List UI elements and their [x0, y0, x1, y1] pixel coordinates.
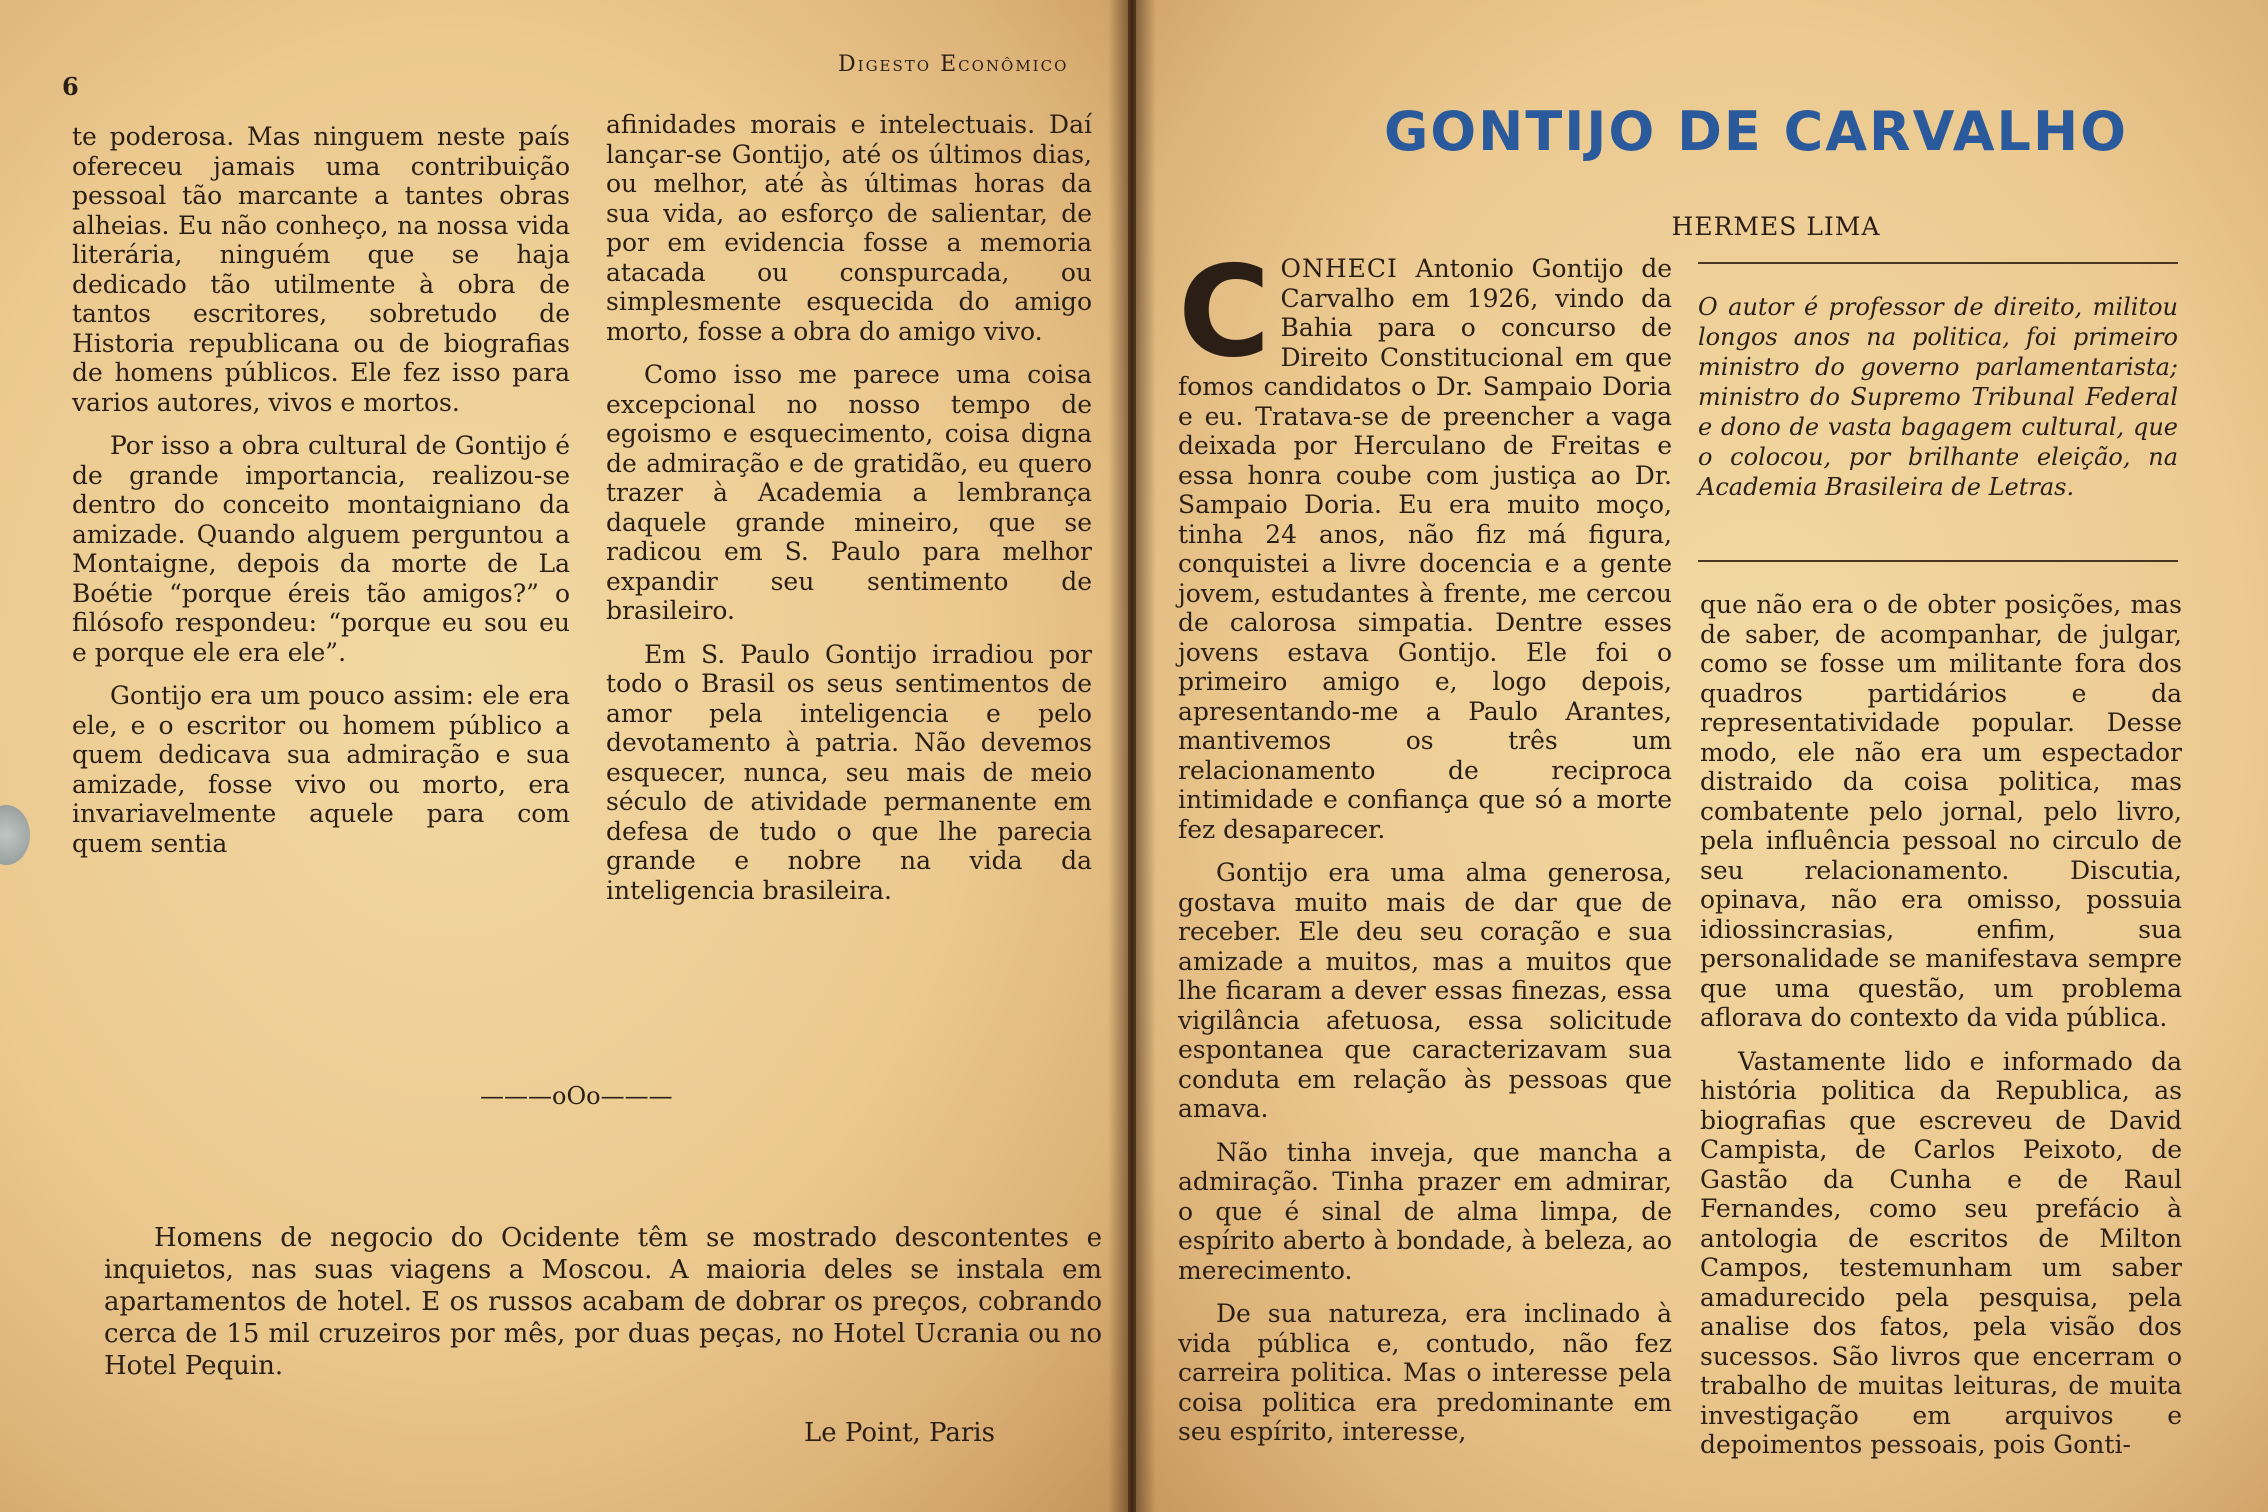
paragraph: Como isso me parece uma coisa excepcional no nosso tempo de egoismo e esquecimento, coisa digna de admiração e de gratidão, eu quero trazer à Academia a lembrança daquele grande mineiro, que se radicou em S. Paulo para melhor expandir seu sentimento de brasileiro. [606, 360, 1092, 625]
right-page [1136, 0, 2268, 1512]
paragraph: te poderosa. Mas ninguem neste país ofereceu jamais uma contribuição pessoal tão marcante a tantes obras alheias. Eu não conheço, na nossa vida literária, ninguém que se haja dedicado tão utilmente à obra de tantos escritores, sobretudo de Historia republicana ou de biografias de homens públicos. Ele fez isso para varios autores, vivos e mortos. [72, 122, 570, 417]
lead-paragraph [1178, 238, 1672, 844]
note-rule-bottom [1698, 560, 2178, 562]
note-rule-top [1698, 262, 2178, 264]
left-column-1 [72, 122, 570, 872]
coin-image [0, 805, 30, 865]
lead-text: Antonio Gontijo de Carvalho em 1926, vindo da Bahia para o concurso de Direito Constitucional em que fomos candidatos o Dr. Sampaio Doria e eu. Tratava-se de preencher a vaga deixada por Herculano de Freitas e essa honra coube com justiça ao Dr. Sampaio Doria. Eu era muito moço, tinha 24 anos, não fiz má figura, conquistei a livre docencia e a gente jovem, estudantes à frente, me cercou de calorosa simpatia. Dentre esses jovens estava Gontijo. Ele foi o primeiro amigo e, logo depois, apresentando-me a Paulo Arantes, mantivemos os três um relacionamento de reciproca intimidade e confiança que só a morte fez desaparecer. [1178, 254, 1672, 844]
right-column-2 [1700, 590, 2182, 1474]
author-note: O autor é professor de direito, militou longos anos na politica, foi primeiro ministro do governo parlamentarista; ministro do Supremo Tribunal Federal e dono de vasta bagagem cultural, que o colocou, por brilhante eleição, na Academia Brasileira de Letras. [1698, 293, 2178, 501]
paragraph: Por isso a obra cultural de Gontijo é de grande importancia, realizou-se dentro do conceito montaigniano da amizade. Quando alguem perguntou a Montaigne, depois da morte de La Boétie “porque éreis tão amigos?” o filósofo respondeu: “porque eu sou eu e porque ele era ele”. [72, 431, 570, 667]
paragraph: Não tinha inveja, que mancha a admiração. Tinha prazer em admirar, o que é sinal de alma limpa, de espírito aberto à bondade, à beleza, ao merecimento. [1178, 1137, 1672, 1285]
paragraph: Gontijo era um pouco assim: ele era ele, e o escritor ou homem público a quem dedicava sua admiração e sua amizade, fosse vivo ou morto, era invariavelmente aquele para com quem sentia [72, 681, 570, 858]
left-page [0, 0, 1128, 1512]
paragraph: De sua natureza, era inclinado à vida pública e, contudo, não fez carreira politica. Mas o interesse pela coisa politica era predominante em seu espírito, interesse, [1178, 1299, 1672, 1446]
left-column-2 [606, 110, 1092, 919]
footnote-source: Le Point, Paris [804, 1418, 995, 1448]
right-column-1 [1178, 238, 1672, 1461]
paragraph: Vastamente lido e informado da história politica da Republica, as biografias que escreveu de David Campista, de Carlos Peixoto, de Gastão da Cunha e de Raul Fernandes, como seu prefácio à antologia de escritos de Milton Campos, testemunham um saber amadurecido pela pesquisa, pela analise dos fatos, pela visão dos sucessos. São livros que encerram o trabalho de muitas leituras, de muita investigação em arquivos e depoimentos pessoais, pois Gonti- [1700, 1046, 2182, 1459]
article-author: HERMES LIMA [1671, 212, 1881, 241]
page-number: 6 [62, 72, 79, 101]
paragraph: Em S. Paulo Gontijo irradiou por todo o Brasil os seus sentimentos de amor pela inteligencia e pelo devotamento à patria. Não devemos esquecer, nunca, seu mais de meio século de atividade permanente em defesa de tudo o que lhe parecia grande e nobre na vida da inteligencia brasileira. [606, 639, 1092, 905]
paragraph: afinidades morais e intelectuais. Daí lançar-se Gontijo, até os últimos dias, ou melhor, até às últimas horas da sua vida, ao esforço de salientar, de por em evidencia fosse a memoria atacada ou conspurcada, ou simplesmente esquecida do amigo morto, fosse a obra do amigo vivo. [606, 110, 1092, 346]
book-gutter [1108, 0, 1156, 1512]
paragraph: Gontijo era uma alma generosa, gostava muito mais de dar que de receber. Ele deu seu coração e sua amizade a muitos, mas a muitos que lhe ficaram a dever essas finezas, essa vigilância afetuosa, essa solicitude espontanea que caracterizavam sua conduta em relação às pessoas que amava. [1178, 858, 1672, 1123]
lead-smallcaps: ONHECI [1280, 254, 1398, 283]
footnote-text: Homens de negocio do Ocidente têm se mostrado descontentes e inquietos, nas suas viagens a Moscou. A maioria deles se instala em apartamentos de hotel. E os russos acabam de dobrar os preços, cobrando cerca de 15 mil cruzeiros por mês, por duas peças, no Hotel Ucrania ou no Hotel Pequin. [104, 1223, 1102, 1381]
article-title: GONTIJO DE CARVALHO [1383, 100, 2129, 163]
paragraph: que não era o de obter posições, mas de saber, de acompanhar, de julgar, como se fosse um militante fora dos quadros partidários e da representatividade popular. Desse modo, ele não era um espectador distraido da coisa politica, mas combatente pelo jornal, pelo livro, pela influência pessoal no circulo de seu relacionamento. Discutia, opinava, não era omisso, possuia idiossincrasias, enfim, sua personalidade se manifestava sempre que uma questão, um problema aflorava do contexto da vida pública. [1700, 590, 2182, 1032]
running-head: Digesto Econômico [838, 52, 1069, 77]
drop-cap: C [1178, 238, 1271, 385]
section-divider: ———oOo——— [480, 1082, 673, 1110]
